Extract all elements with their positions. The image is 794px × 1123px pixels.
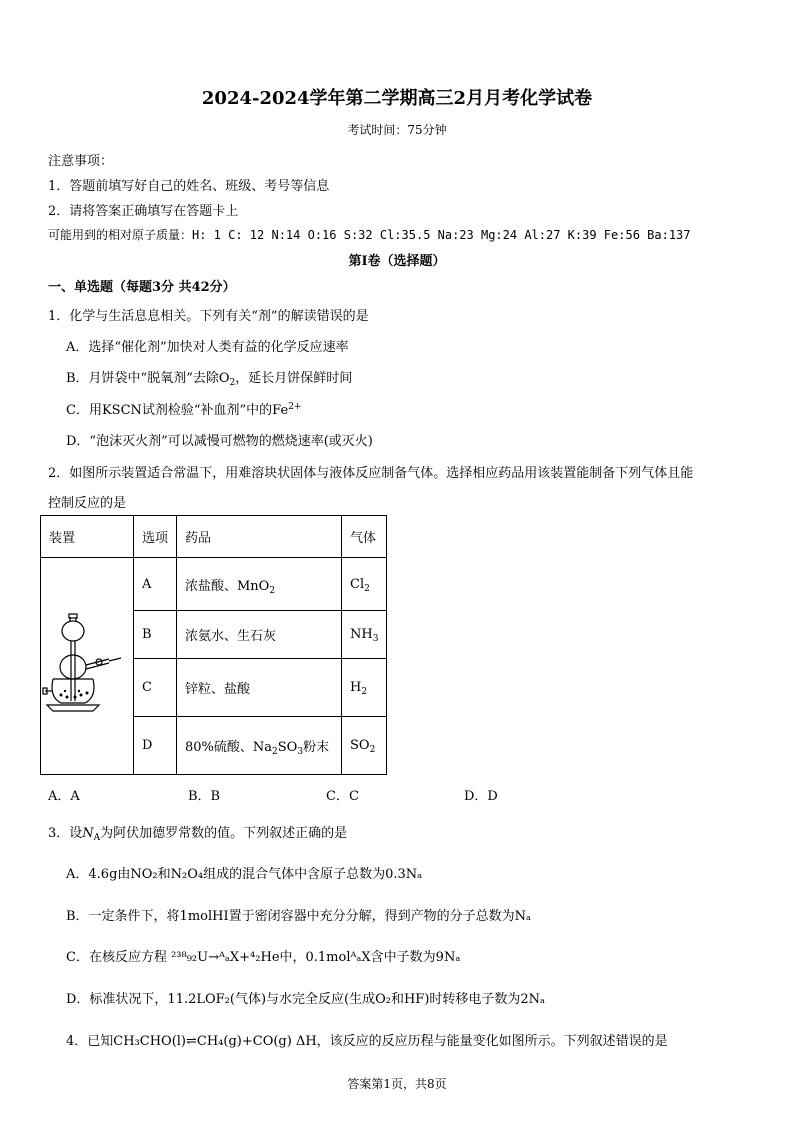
reagent-a-cell bbox=[177, 558, 342, 611]
header-reagents: 药品 bbox=[177, 516, 342, 558]
reagent-b-cell: 浓氨水、生石灰 bbox=[177, 611, 342, 659]
gas-c-cell bbox=[342, 659, 387, 717]
q1-option-c-text: C．用KSCN试剂检验“补血剂”中的Fe bbox=[66, 403, 289, 418]
q1-option-c-sup: 2+ bbox=[288, 402, 302, 412]
option-c-cell: C bbox=[134, 659, 177, 717]
gas-d-sub: 2 bbox=[369, 745, 376, 755]
atomic-masses: 可能用到的相对原子质量：H: 1 C: 12 N:14 O:16 S:32 Cl:35.5 Na:23 Mg:24 Al:27 K:39 Fe:56 Ba:137 bbox=[48, 228, 691, 242]
q1-option-a: A．选择“催化剂”加快对人类有益的化学反应速率 bbox=[66, 340, 349, 355]
section-title: 一、单选题（每题3分 共42分） bbox=[48, 280, 236, 295]
reagent-d-text: 80%硫酸、Na bbox=[185, 740, 273, 755]
header-device: 装置 bbox=[41, 516, 134, 558]
gas-d-text: SO bbox=[350, 738, 370, 753]
reagent-a-text: 浓盐酸、MnO bbox=[185, 578, 270, 594]
q2-answer-c: C．C bbox=[326, 789, 359, 804]
q1-option-b-sub: 2 bbox=[229, 378, 236, 388]
table-header-row bbox=[41, 516, 387, 558]
q4-stem: 4．已知CH₃CHO(l)⇌CH₄(g)+CO(g) ΔH，该反应的反应历程与能量变化如图所示。下列叙述错误的是 bbox=[66, 1034, 668, 1049]
header-gas: 气体 bbox=[342, 516, 387, 558]
reagent-c-cell: 锌粒、盐酸 bbox=[177, 659, 342, 717]
q3-option-b: B．一定条件下，将1molHI置于密闭容器中充分分解，得到产物的分子总数为Nₐ bbox=[66, 909, 531, 924]
page-footer: 答案第1页，共8页 bbox=[347, 1077, 447, 1091]
q3-option-a: A．4.6g由NO₂和N₂O₄组成的混合气体中含原子总数为0.3Nₐ bbox=[66, 867, 423, 882]
q1-option-c bbox=[66, 399, 301, 418]
option-d-cell: D bbox=[134, 717, 177, 775]
reagent-d-sub: 2 bbox=[272, 747, 278, 757]
apparatus-cell bbox=[41, 558, 134, 775]
reagent-d-cell bbox=[177, 717, 342, 775]
q3-option-d: D．标准状况下，11.2LOF₂(气体)与水完全反应(生成O₂和HF)时转移电子数为2Nₐ bbox=[66, 992, 546, 1007]
q2-stem-line2: 控制反应的是 bbox=[48, 496, 127, 511]
q1-option-d: D．“泡沫灭火剂”可以减慢可燃物的燃烧速率(或灭火) bbox=[66, 434, 373, 449]
gas-d-cell bbox=[342, 717, 387, 775]
q2-answer-d: D．D bbox=[464, 789, 498, 804]
gas-a-sub: 2 bbox=[364, 583, 370, 594]
table-row bbox=[41, 558, 387, 611]
reagent-d-mid: SO bbox=[277, 740, 298, 755]
q2-answer-b: B．B bbox=[188, 789, 221, 804]
gas-a-cell bbox=[342, 558, 387, 611]
header-option: 选项 bbox=[134, 516, 177, 558]
gas-b-cell bbox=[342, 611, 387, 659]
q2-answer-a: A．A bbox=[48, 789, 80, 804]
gas-c-sub: 2 bbox=[361, 687, 368, 697]
q3-stem-na-sub: A bbox=[93, 833, 101, 843]
q3-stem bbox=[48, 822, 347, 841]
q3-stem-na: N bbox=[82, 826, 94, 841]
gas-b-sub: 3 bbox=[372, 634, 379, 644]
reagent-d-sub2: 3 bbox=[297, 747, 304, 757]
part-title: 第Ⅰ卷（选择题） bbox=[348, 254, 446, 269]
notes-heading: 注意事项： bbox=[48, 154, 114, 169]
q3-stem-pre: 3．设 bbox=[48, 826, 83, 841]
note-item-2: 2．请将答案正确填写在答题卡上 bbox=[48, 204, 239, 219]
gas-c-text: H bbox=[350, 680, 362, 695]
option-b-cell: B bbox=[134, 611, 177, 659]
reagent-a-sub: 2 bbox=[269, 585, 276, 596]
kipp-apparatus-diagram bbox=[41, 609, 133, 719]
option-a-cell: A bbox=[134, 558, 177, 611]
q3-stem-post: 为阿伏加德罗常数的值。下列叙述正确的是 bbox=[100, 826, 348, 841]
reagent-d-tail: 粉末 bbox=[303, 740, 330, 755]
gas-a-text: Cl bbox=[350, 576, 365, 592]
q3-option-c: C．在核反应方程 ²³⁸₉₂U→ᴬₐX+⁴₂He中，0.1molᴬₐX含中子数为9Nₐ bbox=[66, 950, 461, 965]
q1-option-b bbox=[66, 367, 352, 386]
gas-b-text: NH bbox=[350, 627, 373, 642]
note-item-1: 1．答题前填写好自己的姓名、班级、考号等信息 bbox=[48, 179, 330, 194]
exam-time: 考试时间：75分钟 bbox=[347, 123, 447, 137]
exam-title: 2024-2024学年第二学期高三2月月考化学试卷 bbox=[201, 88, 593, 109]
q1-option-b-text: B．月饼袋中“脱氧剂”去除O bbox=[66, 371, 230, 386]
q1-stem: 1．化学与生活息息相关。下列有关“剂”的解读错误的是 bbox=[48, 309, 369, 324]
q2-stem-line1: 2．如图所示装置适合常温下，用难溶块状固体与液体反应制备气体。选择相应药品用该装置能制备下列气体且能 bbox=[48, 466, 694, 481]
q1-option-b-tail: ，延长月饼保鲜时间 bbox=[235, 371, 353, 386]
q2-table bbox=[40, 515, 387, 775]
